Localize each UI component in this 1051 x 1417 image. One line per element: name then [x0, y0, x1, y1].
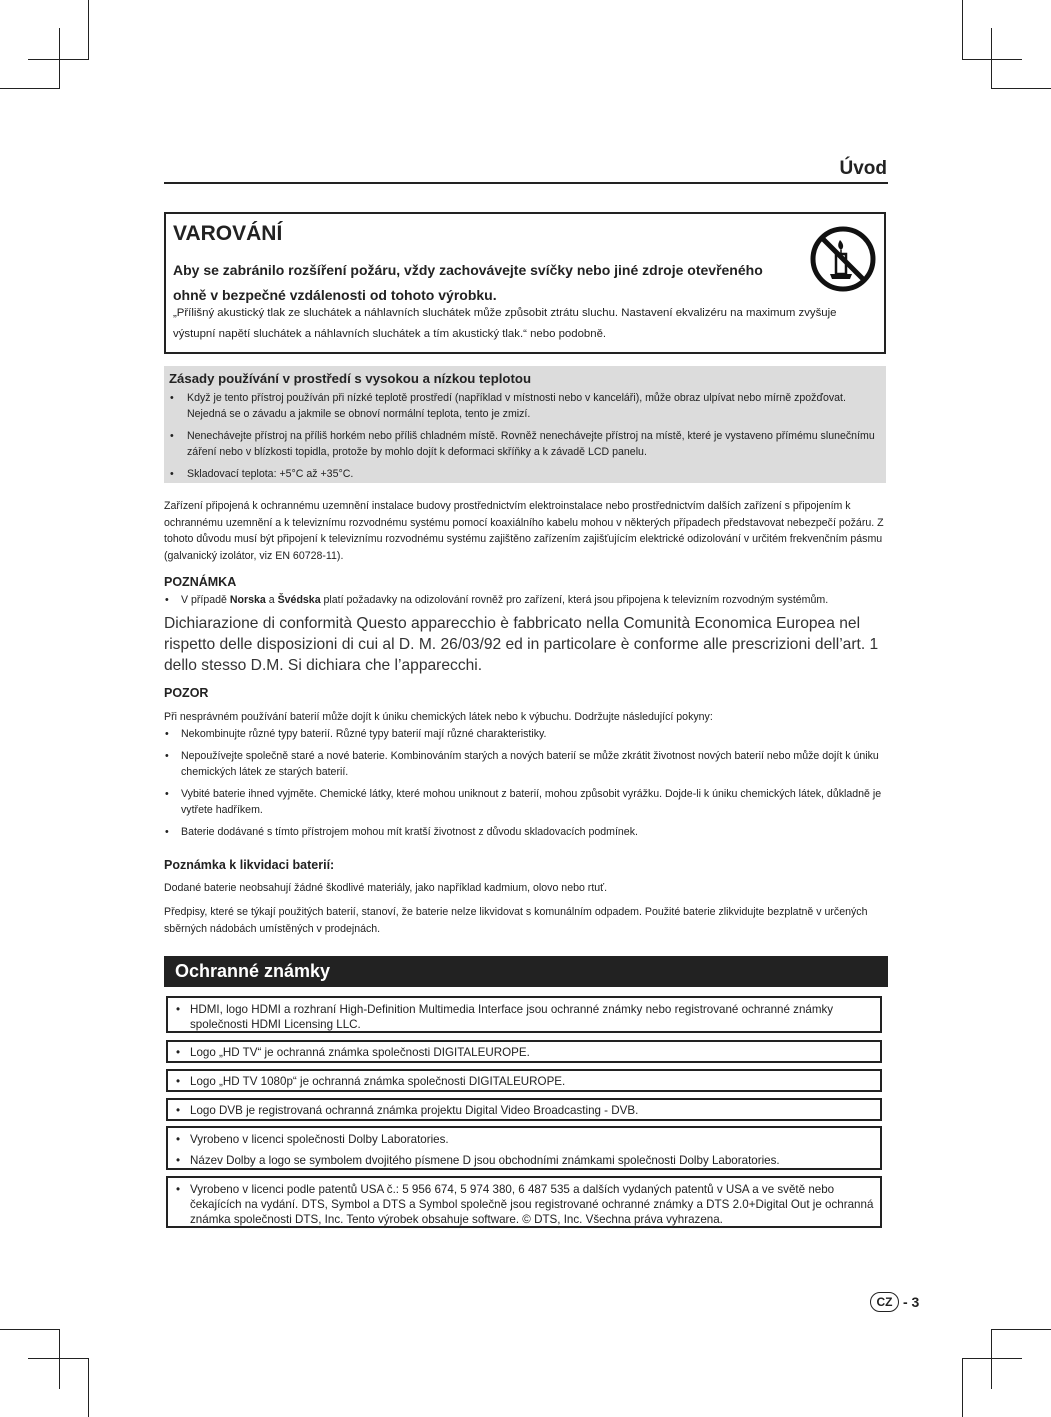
- language-badge: CZ: [870, 1292, 899, 1312]
- note-title: POZNÁMKA: [164, 575, 237, 589]
- warning-lead: Aby se zabránilo rozšíření požáru, vždy zachovávejte svíčky nebo jiné zdroje otevřeného ohně v bezpečné vzdálenosti od tohoto výrobku.: [173, 262, 763, 303]
- list-item: • Název Dolby a logo se symbolem dvojitého písmene D jsou obchodními známkami společnosti Dolby Laboratories.: [168, 1153, 880, 1168]
- list-item: • Vybité baterie ihned vyjměte. Chemické látky, které mohou uniknout z baterií, mohou způsobit vyrážku. Dojde-li k úniku chemických látek, důkladně je vytřete hadříkem.: [164, 786, 886, 818]
- note-and: a: [265, 594, 278, 606]
- crop-mark: [962, 1358, 1022, 1359]
- list-item: • Skladovací teplota: +5°C až +35°C.: [164, 466, 886, 482]
- crop-mark: [28, 1358, 88, 1359]
- no-open-flame-icon: [810, 226, 876, 292]
- crop-mark: [59, 1329, 60, 1389]
- crop-mark: [0, 88, 60, 89]
- note-list: [164, 592, 886, 614]
- crop-mark: [991, 88, 1051, 89]
- warning-text: „Přílišný akustický tlak ze sluchátek a náhlavních sluchátek může způsobit ztrátu sluchu. Nastavení ekvalizéru na maximum zvyšuje výstupní napětí sluchátek a náhlavních sluchátek a tím akustický tlak.“ nebo podobně.: [173, 307, 837, 340]
- italian-declaration: Dichiarazione di conformità Questo apparecchio è fabbricato nella Comunità Economica Europea nel rispetto delle disposizioni di cui al D. M. 26/03/92 ed in particolare è conforme alle prescrizioni dell’art. 1 dello stesso D.M. Si dichiara che l’apparecchi.: [164, 615, 879, 674]
- crop-mark: [962, 0, 963, 60]
- header-rule: [164, 182, 888, 184]
- list-item: • Když je tento přístroj používán při nízké teplotě prostředí (například v místnosti nebo v kanceláři), může obraz ulpívat nebo mírně zpožďovat. Nejedná se o závadu a jakmile se obnoví normální teplota, tento je zmizí.: [164, 390, 886, 422]
- trademark-hdmi-box: [166, 996, 882, 1033]
- disposal-title: Poznámka k likvidaci baterií:: [164, 858, 335, 872]
- temperature-title: Zásady používání v prostředí s vysokou a nízkou teplotou: [169, 371, 531, 386]
- list-item: • Nekombinujte různé typy baterií. Různé typy baterií mají různé charakteristiky.: [164, 726, 886, 742]
- crop-mark: [962, 59, 1022, 60]
- crop-mark: [991, 1329, 992, 1389]
- trademark-dolby-box: [166, 1126, 882, 1170]
- caution-list: [164, 726, 886, 846]
- caution-title: POZOR: [164, 686, 209, 700]
- list-item: • HDMI, logo HDMI a rozhraní High-Definition Multimedia Interface jsou ochranné známky nebo registrované ochranné známky společnosti HDMI Licensing LLC.: [168, 1002, 880, 1032]
- crop-mark: [0, 1329, 60, 1330]
- crop-mark: [59, 28, 60, 88]
- list-item: • Nepoužívejte společně staré a nové baterie. Kombinováním starých a nových baterií se může zkrátit životnost nových baterií nebo může dojít k úniku chemických látek ze starých baterií.: [164, 748, 886, 780]
- crop-mark: [991, 1329, 1051, 1330]
- note-norway: Norska: [229, 594, 266, 606]
- disposal-paragraph-1: Dodané baterie neobsahují žádné škodlivé materiály, jako například kadmium, olovo nebo rtuť.: [164, 882, 608, 894]
- trademark-dts-box: [166, 1176, 882, 1228]
- crop-mark: [28, 59, 88, 60]
- list-item: • Logo DVB je registrovaná ochranná známka projektu Digital Video Broadcasting - DVB.: [168, 1103, 880, 1118]
- page-number-text: - 3: [903, 1294, 920, 1310]
- note-prefix: V případě: [181, 594, 230, 606]
- list-item: [164, 592, 886, 608]
- grounding-paragraph: Zařízení připojená k ochrannému uzemnění instalace budovy prostřednictvím elektroinstalace nebo prostřednictvím dalších zařízení s připojením k ochrannému uzemnění a k televiznímu rozvodnému systému pomocí koaxiálního kabelu mohou v některých případech představovat nebezpečí požáru. Z tohoto důvodu musí být připojení k televiznímu rozvodnému systému zajištěno zařízením zajišťujícím elektrické odizolování v určitém frekvenčním pásmu (galvanický izolátor, viz EN 60728-11).: [164, 500, 884, 562]
- trademark-hdtv1080-box: [166, 1069, 882, 1092]
- note-suffix: platí požadavky na odizolování rovněž pro zařízení, která jsou připojena k televizním rozvodným systémům.: [320, 594, 829, 606]
- list-item: • Logo „HD TV 1080p“ je ochranná známka společnosti DIGITALEUROPE.: [168, 1074, 880, 1089]
- temperature-list: [164, 390, 886, 488]
- crop-mark: [962, 1358, 963, 1417]
- temperature-section: [164, 366, 886, 483]
- trademark-hdtv-box: [166, 1040, 882, 1063]
- disposal-paragraph-2: Předpisy, které se týkají použitých baterií, stanoví, že baterie nelze likvidovat s komunálním odpadem. Použité baterie zlikvidujte bezplatně v určených sběrných nádobách umístěných v prodejnách.: [164, 906, 868, 935]
- caution-intro: Při nesprávném používání baterií může dojít k úniku chemických látek nebo k výbuchu. Dodržujte následující pokyny:: [164, 711, 713, 723]
- list-item: • Vyrobeno v licenci společnosti Dolby Laboratories.: [168, 1132, 880, 1147]
- crop-mark: [88, 1358, 89, 1417]
- warning-box: [164, 212, 886, 354]
- trademarks-heading: [164, 956, 888, 987]
- page-title: Úvod: [839, 158, 887, 179]
- crop-mark: [88, 0, 89, 60]
- note-sweden: Švédska: [277, 594, 321, 606]
- list-item: • Baterie dodávané s tímto přístrojem mohou mít kratší životnost z důvodu skladovacích podmínek.: [164, 824, 886, 840]
- trademarks-title: Ochranné známky: [175, 961, 331, 981]
- trademark-dvb-box: [166, 1098, 882, 1121]
- list-item: • Vyrobeno v licenci podle patentů USA č.: 5 956 674, 5 974 380, 6 487 535 a dalších vydaných patentů v USA a ve světě nebo čekajících na vydání. DTS, Symbol a DTS a Symbol společně jsou registrované ochranné známky a DTS 2.0+Digital Out je ochranná známka společnosti DTS, Inc. Tento výrobek obsahuje software. © DTS, Inc. Všechna práva vyhrazena.: [168, 1182, 880, 1227]
- list-item: • Nenechávejte přístroj na příliš horkém nebo příliš chladném místě. Rovněž nenechávejte přístroj na místě, které je vystaveno přímému slunečnímu záření nebo v blízkosti topidla, protože by mohlo dojít k deformaci skříňky a k závadě LCD panelu.: [164, 428, 886, 460]
- list-item: • Logo „HD TV“ je ochranná známka společnosti DIGITALEUROPE.: [168, 1045, 880, 1060]
- warning-title: VAROVÁNÍ: [173, 222, 283, 245]
- crop-mark: [991, 28, 992, 88]
